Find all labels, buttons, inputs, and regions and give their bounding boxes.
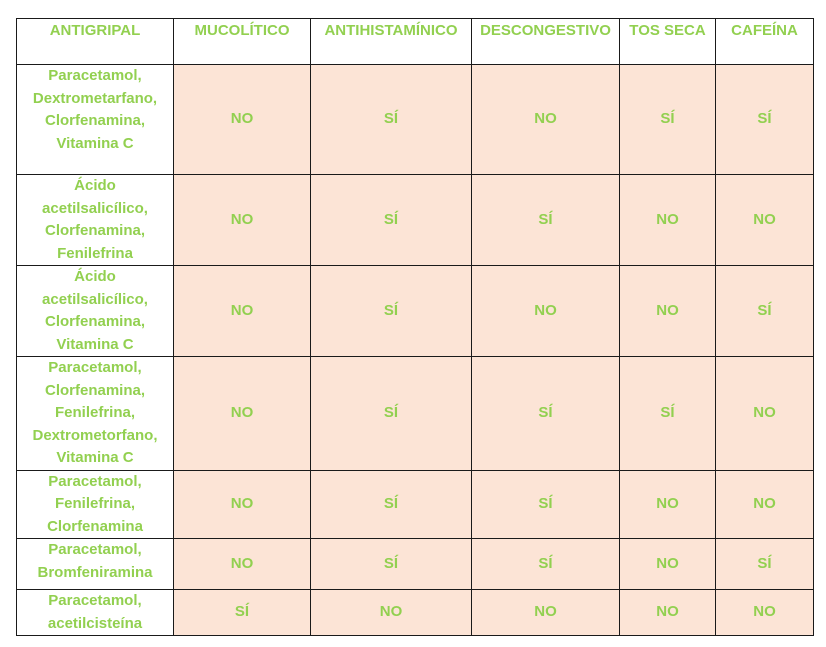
drug-line: Dextrometarfano, <box>32 89 158 107</box>
header-descongestivo: DESCONGESTIVO <box>472 19 620 65</box>
value-cell: NO <box>174 539 311 590</box>
header-antihistaminico: ANTIHISTAMÍNICO <box>311 19 472 65</box>
value-cell: NO <box>174 65 311 175</box>
drug-cell <box>17 590 174 636</box>
value-cell: SÍ <box>716 65 814 175</box>
value-cell: SÍ <box>311 175 472 266</box>
drug-line: Bromfeniramina <box>37 563 153 581</box>
drug-line: Paracetamol, <box>48 67 142 84</box>
value-cell: SÍ <box>311 470 472 539</box>
drug-line: Paracetamol, <box>48 592 142 609</box>
value-cell: NO <box>174 266 311 357</box>
value-cell: NO <box>716 590 814 636</box>
value-cell: NO <box>472 65 620 175</box>
drug-cell <box>17 266 174 357</box>
drug-line: Vitamina C <box>56 335 134 353</box>
value-cell: NO <box>620 590 716 636</box>
value-cell: SÍ <box>716 539 814 590</box>
drug-line: Fenilefrina <box>57 244 133 262</box>
value-cell: SÍ <box>311 266 472 357</box>
value-cell: SÍ <box>620 357 716 471</box>
drug-line: Paracetamol, <box>48 359 142 376</box>
value-cell: NO <box>716 175 814 266</box>
drug-line: Paracetamol, <box>48 472 142 490</box>
value-cell: SÍ <box>311 357 472 471</box>
drug-cell <box>17 357 174 471</box>
value-cell: SÍ <box>174 590 311 636</box>
value-cell: SÍ <box>472 357 620 471</box>
value-cell: SÍ <box>716 266 814 357</box>
drug-line: Clorfenamina <box>47 517 143 535</box>
value-cell: NO <box>716 470 814 539</box>
value-cell: NO <box>620 539 716 590</box>
drug-line: Fenilefrina, <box>54 495 136 512</box>
value-cell: NO <box>716 357 814 471</box>
value-cell: SÍ <box>472 470 620 539</box>
value-cell: NO <box>174 357 311 471</box>
drug-cell <box>17 175 174 266</box>
drug-cell <box>17 539 174 590</box>
value-cell: NO <box>620 175 716 266</box>
antigripal-comparison-table <box>16 18 814 636</box>
table-row <box>17 357 814 471</box>
value-cell: SÍ <box>620 65 716 175</box>
drug-line: acetilsalicílico, <box>42 290 148 308</box>
table-body <box>17 65 814 636</box>
drug-line: Vitamina C <box>56 449 134 466</box>
drug-line: acetilcisteína <box>47 614 143 632</box>
drug-line: Ácido <box>74 177 116 194</box>
table-header <box>17 19 814 65</box>
value-cell: NO <box>620 470 716 539</box>
value-cell: NO <box>472 590 620 636</box>
drug-line: Clorfenamina, <box>44 381 146 399</box>
header-mucolitico: MUCOLÍTICO <box>174 19 311 65</box>
value-cell: NO <box>174 175 311 266</box>
table-row <box>17 266 814 357</box>
drug-line: Clorfenamina, <box>44 313 146 330</box>
drug-line: Fenilefrina, <box>54 404 136 421</box>
value-cell: SÍ <box>311 539 472 590</box>
table-row <box>17 65 814 175</box>
table-row <box>17 175 814 266</box>
value-cell: SÍ <box>472 539 620 590</box>
header-tos-seca: TOS SECA <box>620 19 716 65</box>
value-cell: NO <box>472 266 620 357</box>
value-cell: SÍ <box>472 175 620 266</box>
value-cell: NO <box>620 266 716 357</box>
table-row <box>17 539 814 590</box>
value-cell: SÍ <box>311 65 472 175</box>
drug-line: Dextrometorfano, <box>32 426 158 444</box>
header-cafeina: CAFEÍNA <box>716 19 814 65</box>
drug-line: Clorfenamina, <box>44 222 146 239</box>
header-row <box>17 19 814 65</box>
value-cell: NO <box>174 470 311 539</box>
value-cell: NO <box>311 590 472 636</box>
header-antigripal: ANTIGRIPAL <box>17 19 174 65</box>
drug-line: Vitamina C <box>56 134 134 152</box>
table-row <box>17 590 814 636</box>
drug-line: Clorfenamina, <box>44 112 146 129</box>
table-row <box>17 470 814 539</box>
drug-line: Ácido <box>74 268 116 285</box>
drug-line: Paracetamol, <box>48 541 142 558</box>
drug-cell <box>17 65 174 175</box>
drug-line: acetilsalicílico, <box>42 199 148 217</box>
drug-cell <box>17 470 174 539</box>
